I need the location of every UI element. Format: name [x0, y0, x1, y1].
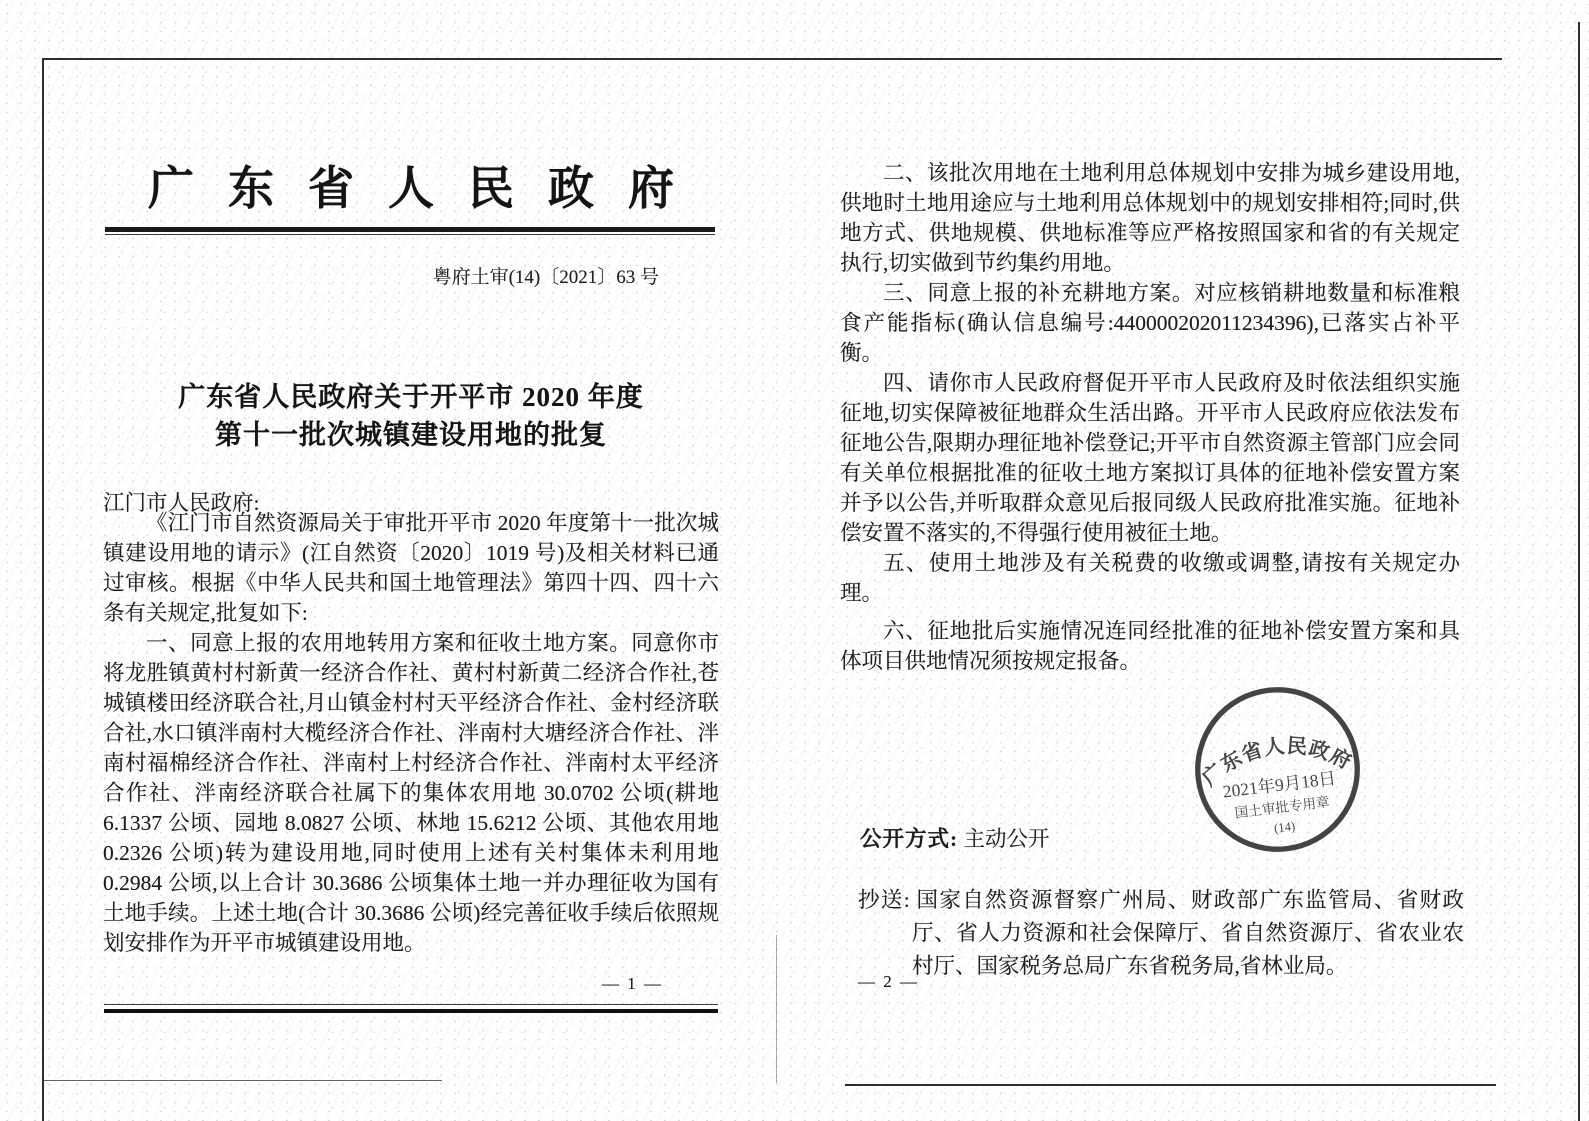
page1-number: — 1 — [602, 974, 663, 993]
seal-purpose-text: 国土审批专用章 [1233, 794, 1331, 821]
publicity-label: 公开方式: [860, 827, 959, 851]
cc-label: 抄送: [858, 888, 910, 912]
scan-border-bottom-left [42, 1080, 442, 1081]
scan-border-left [42, 58, 44, 1121]
publicity-method [860, 822, 1050, 853]
letterhead-rule [105, 227, 715, 236]
page2-number: — 2 — [858, 972, 919, 991]
document-number: 粤府土审(14)〔2021〕63 号 [432, 267, 659, 288]
body-paragraph: 《江门市自然资源局关于审批开平市 2020 年度第十一批次城镇建设用地的请示》(江自然资〔2020〕1019 号)及相关材料已通过审核。根据《中华人民共和国土地管理法》第四十四、四十六条有关规定,批复如下: [103, 511, 719, 625]
body-paragraph: 三、同意上报的补充耕地方案。对应核销耕地数量和标准粮食产能指标(确认信息编号:440000202011234396),已落实占补平衡。 [840, 281, 1460, 365]
body-paragraph: 一、同意上报的农用地转用方案和征收土地方案。同意你市将龙胜镇黄村村新黄一经济合作社、黄村村新黄二经济合作社,苍城镇楼田经济联合社,月山镇金村村天平经济合作社、金村经济联合社,水口镇泮南村大榄经济合作社、泮南村大塘经济合作社、泮南村福棉经济合作社、泮南村上村经济合作社、泮南村太平经济合作社、泮南经济联合社属下的集体农用地 30.0702 公顷(耕地 6.1337 公顷、园地 8.0827 公顷、林地 15.6212 公顷、其他农用地 0.2326 公顷)转为建设用地,同时使用上述有关村集体未利用地 0.2984 公顷,以上合计 30.3686 公顷集体土地一并办理征收为国有土地手续。上述土地(合计 30.3686 公顷)经完善征收手续后依照规划安排作为开平市城镇建设用地。 [103, 631, 719, 955]
page1-body [103, 508, 719, 958]
document-title-line1: 广东省人民政府关于开平市 2020 年度 [178, 382, 644, 412]
seal-date-text: 2021年9月18日 [1221, 767, 1338, 802]
letterhead-org-name-text: 广东省人民政府 [148, 163, 708, 214]
seal-index-text: (14) [1273, 819, 1296, 836]
publicity-value: 主动公开 [963, 827, 1050, 851]
body-paragraph: 四、请你市人民政府督促开平市人民政府及时依法组织实施征地,切实保障被征地群众生活出路。开平市人民政府应依法发布征地公告,限期办理征地补偿登记;开平市自然资源主管部门应会同有关单位根据批准的征收土地方案拟订具体的征地补偿安置方案并予以公告,并听取群众意见后报同级人民政府批准实施。征地补偿安置不落实的,不得强行使用被征土地。 [840, 371, 1460, 545]
scan-border-top [42, 58, 1502, 60]
body-paragraph: 五、使用土地涉及有关税费的收缴或调整,请按有关规定办理。 [840, 551, 1460, 605]
body-paragraph: 二、该批次用地在土地利用总体规划中安排为城乡建设用地,供地时土地用途应与土地利用总体规划中的规划安排相符;同时,供地方式、供地规模、供地标准等应严格按照国家和省的有关规定执行,切实做到节约集约用地。 [840, 161, 1460, 275]
seal-org-text: 广东省人民政府 [1198, 735, 1356, 791]
document-title-line2: 第十一批次城镇建设用地的批复 [215, 420, 607, 450]
page-fold-line [776, 935, 777, 1083]
letterhead-org-name [103, 152, 719, 218]
body-paragraph: 六、征地批后实施情况连同经批准的征地补偿安置方案和具体项目供地情况须按规定报备。 [840, 619, 1460, 673]
cc-text: 国家自然资源督察广州局、财政部广东监管局、省财政厅、省人力资源和社会保障厅、省自然资源厅、省农业农村厅、国家税务总局广东省税务局,省林业局。 [912, 888, 1464, 978]
cc-list [858, 884, 1464, 983]
official-seal [1190, 682, 1365, 857]
page1-footer-line [104, 1004, 718, 1013]
scan-border-right [1578, 22, 1580, 1121]
page2-footer-line [845, 1084, 1496, 1086]
page2-body [840, 158, 1460, 676]
document-title [103, 378, 719, 454]
addressee: 江门市人民政府: [103, 491, 260, 515]
